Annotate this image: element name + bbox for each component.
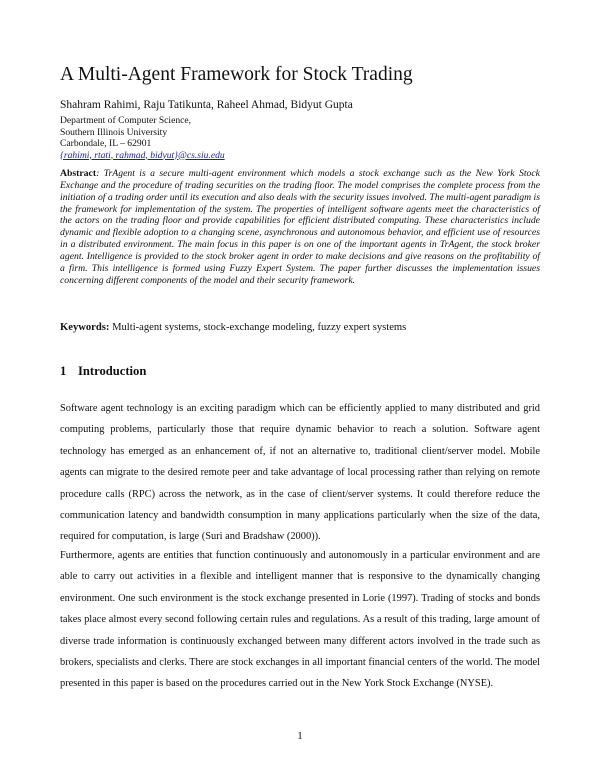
page-number: 1 — [297, 730, 303, 742]
paper-title: A Multi-Agent Framework for Stock Trading — [60, 64, 413, 85]
section-heading — [60, 364, 146, 379]
affiliation-university: Southern Illinois University — [60, 126, 168, 138]
author-email-link[interactable]: {rahimi, rtati, rahmad, bidyut}@cs.siu.edu — [60, 149, 225, 161]
keywords — [60, 322, 540, 333]
abstract — [60, 168, 540, 286]
affiliation-city: Carbondale, IL – 62901 — [60, 138, 152, 149]
abstract-text: : TrAgent is a secure multi-agent environment which models a stock exchange such as the New York Stock Exchange and the procedure of trading securities on the trading floor. The model comprises the complete process from the initiation of a trading order until its execution and also deals with the security issues involved. The multi-agent paradigm is the framework for implementation of the system. The properties of intelligent software agents meet the characteristics of the actors on the trading floor and provide capabilities for efficient distributed computing. These characteristics include dynamic and flexible adoption to a changing scene, asynchronous and autonomous behavior, and efficient use of resources in a distributed environment. The main focus in this paper is on one of the important agents in TrAgent, the stock broker agent. Intelligence is provided to the stock broker agent in order to make decisions and give reasons on the profitability of a firm. This intelligence is formed using Fuzzy Expert System. The paper further discusses the implementation issues concerning different components of the model and their security framework. — [60, 168, 540, 286]
abstract-label: Abstract — [60, 168, 97, 179]
section-title: Introduction — [78, 364, 147, 378]
keywords-text: Multi-agent systems, stock-exchange modeling, fuzzy expert systems — [109, 322, 407, 333]
affiliation-department: Department of Computer Science, — [60, 115, 192, 126]
intro-paragraph-2: Furthermore, agents are entities that function continuously and autonomously in a particular environment and are able to carry out activities in a flexible and intelligent manner that is responsive to the dynamically changing environment. One such environment is the stock exchange presented in Lorie (1997). Trading of stocks and bonds takes place almost every second following certain rules and regulations. As a result of this trading, large amount of diverse trade information is continuously exchanged between many different actors involved in the trade such as brokers, specialists and clerks. There are stock exchanges in all important financial centers of the world. The model presented in this paper is based on the procedures carried out in the New York Stock Exchange (NYSE). — [60, 550, 540, 690]
intro-paragraph-1: Software agent technology is an exciting paradigm which can be efficiently applied to many distributed and grid computing problems, particularly those that require dynamic behavior to reach a solution. Software agent technology has emerged as an enhancement of, if not an alternative to, traditional client/server model. Mobile agents can migrate to the desired remote peer and take advantage of local processing rather than relying on remote procedure calls (RPC) across the network, as in the case of client/server systems. It could therefore reduce the communication latency and bandwidth consumption in many applications particularly when the size of the data, required for computation, is large (Suri and Bradshaw (2000)). — [60, 403, 540, 543]
section-number: 1 — [60, 364, 67, 378]
author-list: Shahram Rahimi, Raju Tatikunta, Raheel Ahmad, Bidyut Gupta — [60, 99, 353, 111]
affiliation-block — [60, 115, 225, 161]
keywords-label: Keywords: — [60, 322, 110, 333]
